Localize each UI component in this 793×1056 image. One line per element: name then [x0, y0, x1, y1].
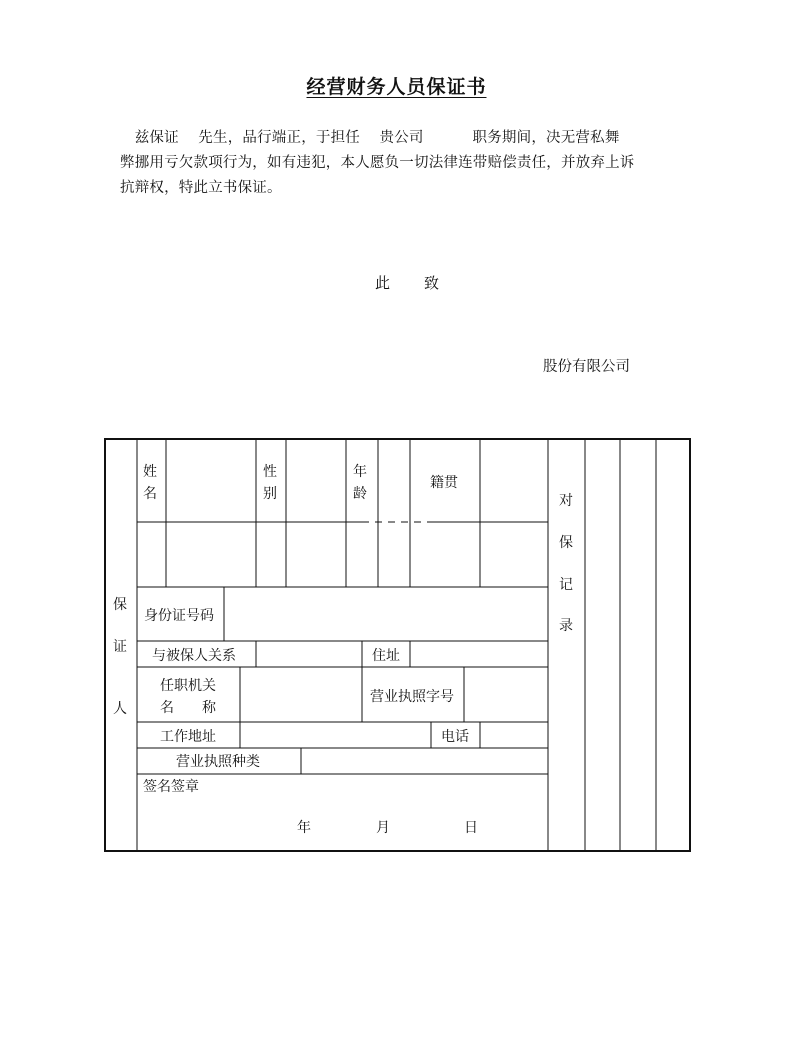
work-address-label: 工作地址 — [160, 729, 216, 745]
closing-zhi: 致 — [424, 274, 440, 292]
guarantee-paragraph — [120, 126, 695, 201]
gender-label-2: 别 — [263, 486, 277, 502]
document-title — [0, 72, 793, 99]
record-label-4: 录 — [559, 618, 573, 634]
date-year: 年 — [297, 820, 311, 836]
paragraph-line-1: 兹保证 先生，品行端正，于担任 贵公司 职务期间，决无营私舞 — [120, 130, 620, 146]
phone-label: 电话 — [441, 729, 469, 745]
name-label-2: 名 — [143, 486, 157, 502]
guarantor-label-3: 人 — [113, 701, 127, 717]
date-month: 月 — [376, 820, 390, 836]
signature-label: 签名签章 — [143, 779, 199, 795]
record-label-3: 记 — [559, 577, 573, 593]
guarantor-label-2: 证 — [113, 639, 127, 655]
id-number-label: 身份证号码 — [144, 608, 214, 624]
relation-label: 与被保人关系 — [152, 648, 236, 664]
name-label-1: 姓 — [143, 464, 157, 480]
company-suffix: 股份有限公司 — [543, 359, 630, 375]
gender-label-1: 性 — [263, 464, 277, 480]
guarantor-label-1: 保 — [113, 597, 127, 613]
age-label-2: 龄 — [353, 486, 367, 502]
paragraph-line-3: 抗辩权，特此立书保证。 — [120, 180, 282, 196]
paragraph-line-2: 弊挪用亏欠款项行为，如有违犯，本人愿负一切法律连带赔偿责任，并放弃上诉 — [120, 155, 635, 171]
origin-label: 籍贯 — [430, 475, 458, 491]
date-day: 日 — [464, 820, 478, 836]
address-label: 住址 — [372, 648, 400, 664]
record-label-1: 对 — [559, 493, 573, 509]
employer-label-1: 任职机关 — [160, 678, 216, 694]
license-type-label: 营业执照种类 — [176, 754, 260, 770]
age-label-1: 年 — [353, 464, 367, 480]
employer-label-2: 名 称 — [160, 700, 216, 716]
closing-ci: 此 — [375, 274, 391, 292]
license-no-label: 营业执照字号 — [370, 689, 454, 705]
title-text: 经营财务人员保证书 — [306, 76, 487, 98]
record-label-2: 保 — [559, 535, 573, 551]
